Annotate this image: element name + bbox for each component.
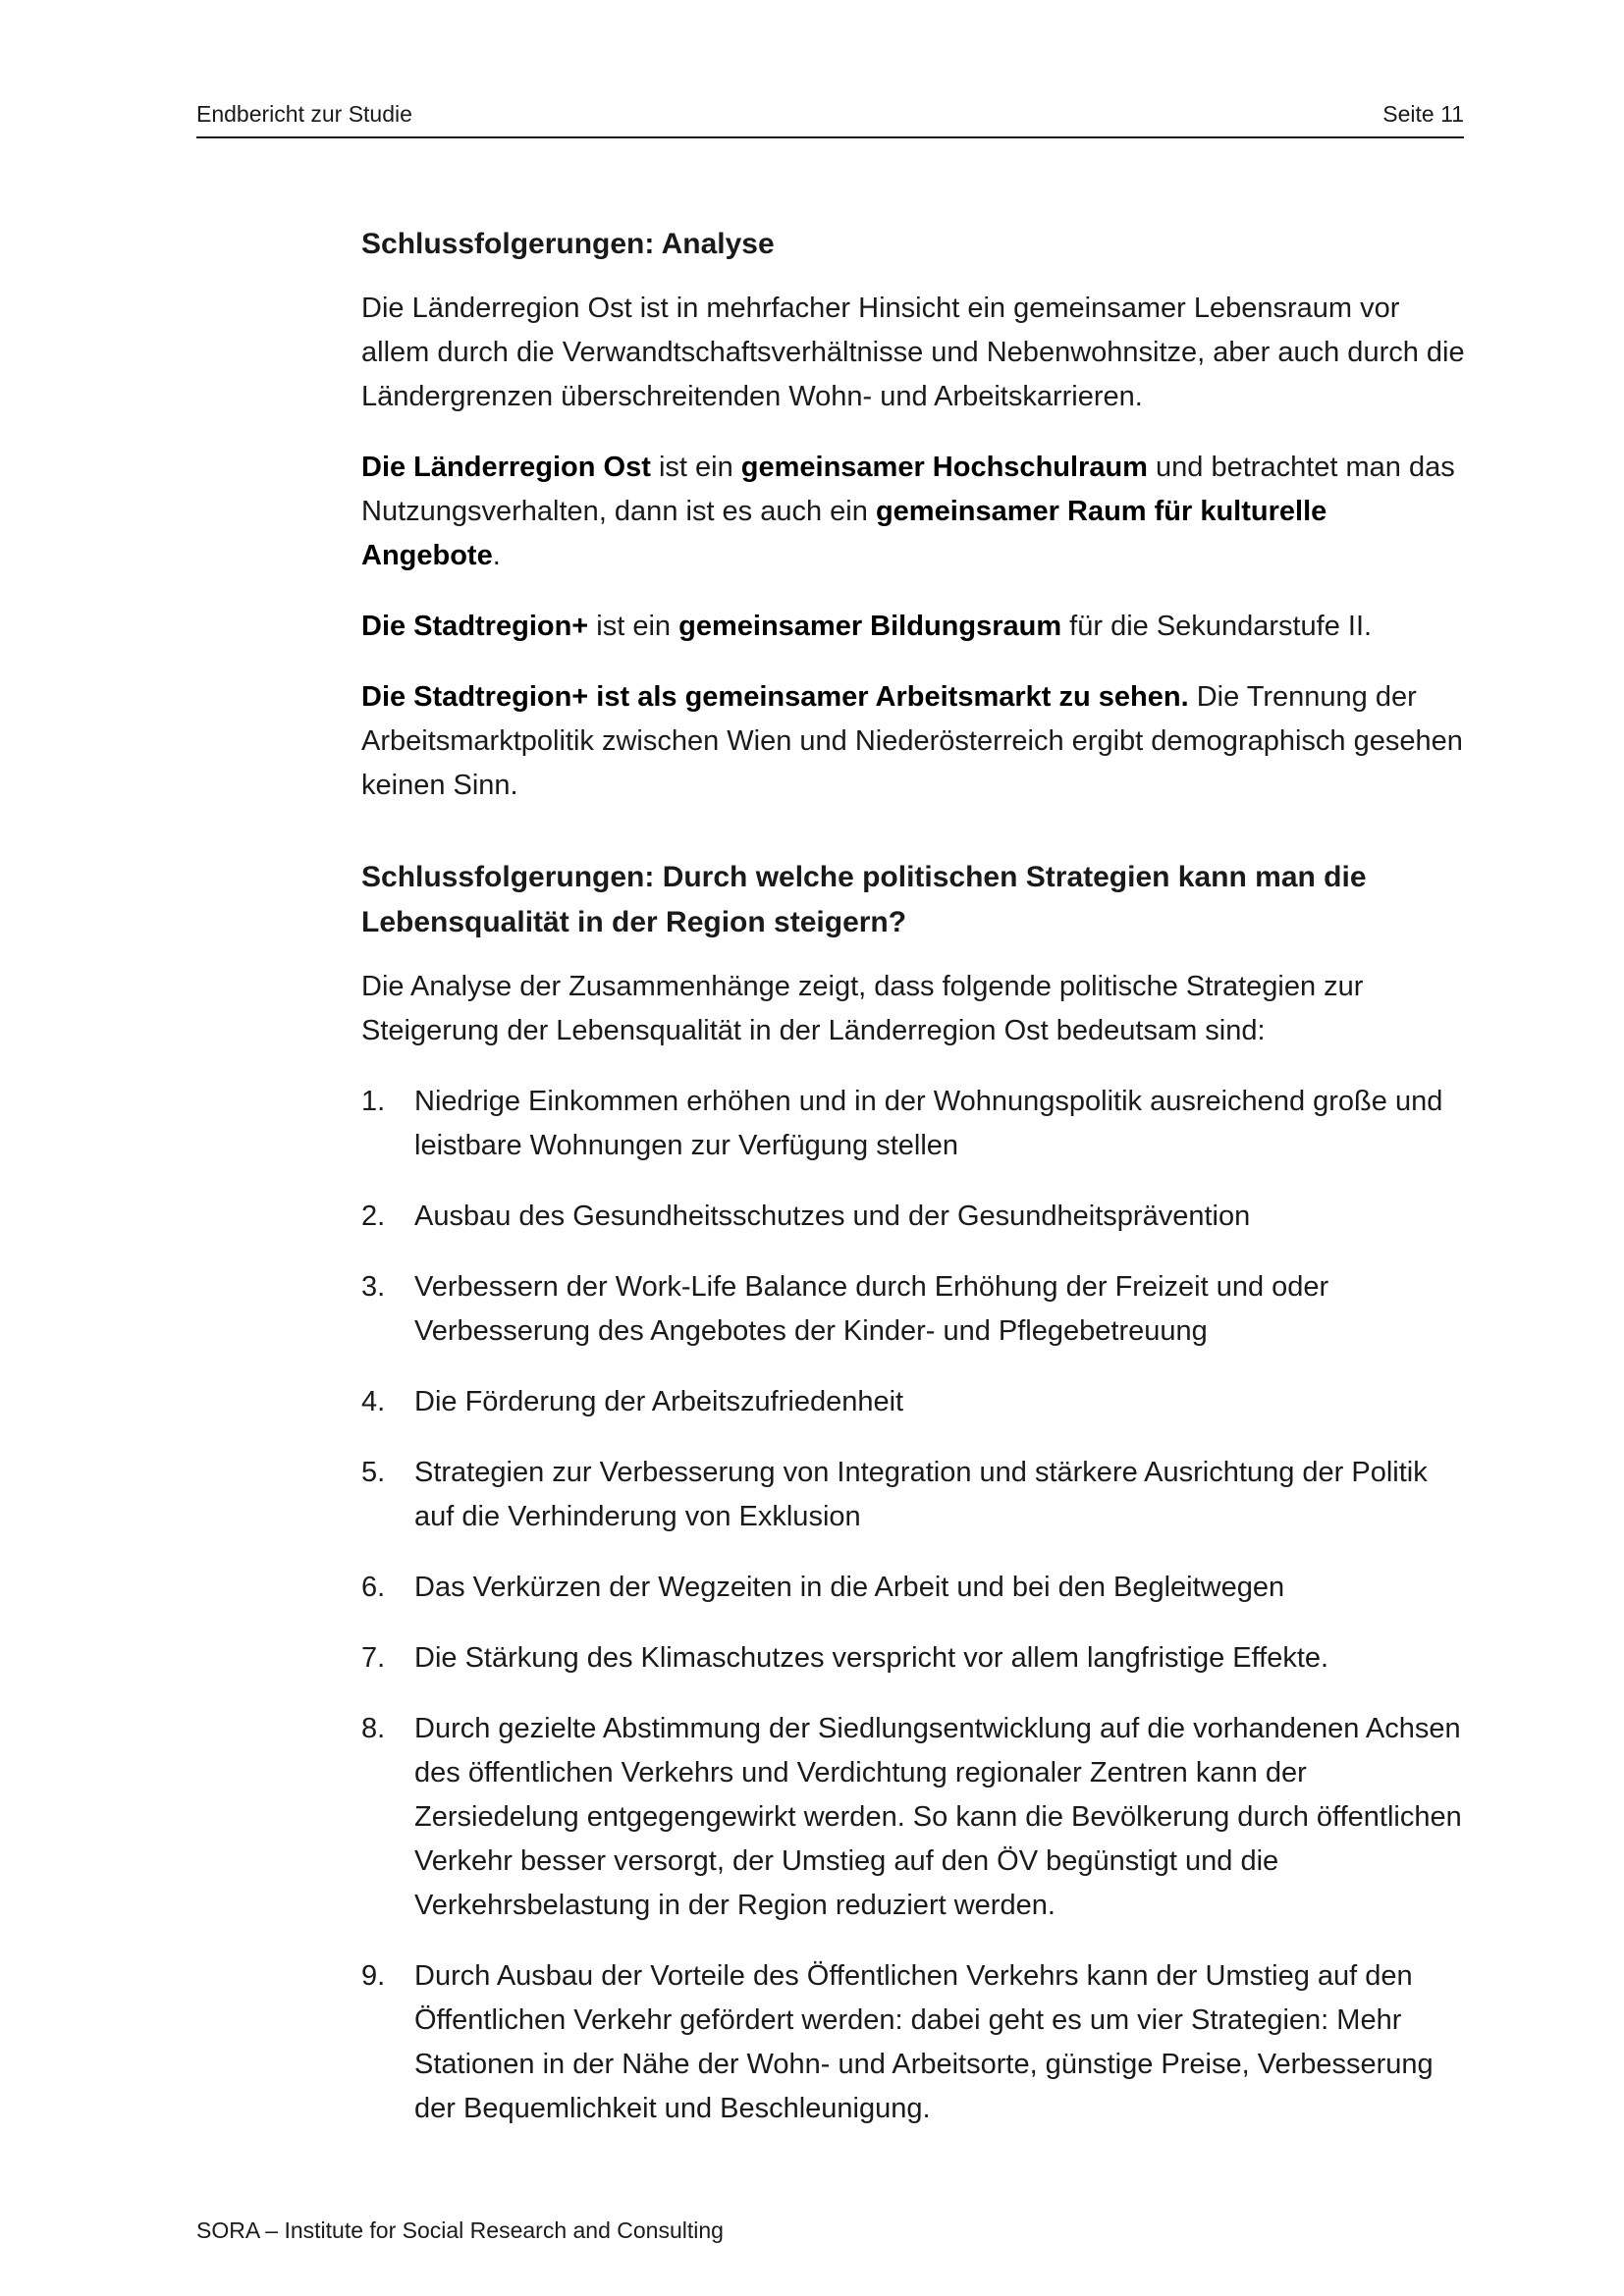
section-heading-analyse: Schlussfolgerungen: Analyse xyxy=(361,228,775,260)
list-item-number: 9. xyxy=(361,1960,386,1992)
list-item-number: 8. xyxy=(361,1713,386,1744)
list-item xyxy=(361,1380,1469,1424)
document-body xyxy=(361,222,1469,2158)
list-item-text: Ausbau des Gesundheitsschutzes und der Gesundheitsprävention xyxy=(414,1201,1251,1232)
list-item xyxy=(361,1265,1469,1354)
list-item xyxy=(361,1451,1469,1539)
list-item xyxy=(361,1566,1469,1610)
list-item-number: 6. xyxy=(361,1572,386,1603)
list-item-number: 4. xyxy=(361,1386,386,1417)
list-item-text: Das Verkürzen der Wegzeiten in die Arbeit und bei den Begleitwegen xyxy=(414,1572,1285,1603)
page-footer xyxy=(196,2216,724,2244)
list-item-number: 1. xyxy=(361,1086,386,1117)
list-item-text: Durch Ausbau der Vorteile des Öffentlichen Verkehrs kann der Umstieg auf den Öffentlichen Verkehr gefördert werden: dabei geht es um vier Strategien: Mehr Stationen in der Nähe der Wohn- und Arbeitsorte, günstige Preise, Verbesserung der Bequemlichkeit und Beschleunigung. xyxy=(414,1960,1434,2124)
list-item xyxy=(361,1707,1469,1928)
list-item-text: Verbessern der Work-Life Balance durch Erhöhung der Freizeit und oder Verbesserung des Angebotes der Kinder- und Pflegebetreuung xyxy=(414,1271,1329,1347)
list-item-text: Niedrige Einkommen erhöhen und in der Wohnungspolitik ausreichend große und leistbare Wohnungen zur Verfügung stellen xyxy=(414,1086,1443,1161)
footer-text: SORA – Institute for Social Research and Consulting xyxy=(196,2217,724,2243)
paragraph-strategien-intro: Die Analyse der Zusammenhänge zeigt, dass folgende politische Strategien zur Steigerung der Lebensqualität in der Länderregion Ost bedeutsam sind: xyxy=(361,971,1364,1046)
list-item-number: 7. xyxy=(361,1642,386,1674)
list-item xyxy=(361,1080,1469,1168)
header-document-title: Endbericht zur Studie xyxy=(196,101,412,127)
list-item-text: Strategien zur Verbesserung von Integration und stärkere Ausrichtung der Politik auf die Verhinderung von Exklusion xyxy=(414,1457,1428,1532)
list-item-text: Die Förderung der Arbeitszufriedenheit xyxy=(414,1386,904,1417)
list-item-text: Die Stärkung des Klimaschutzes verspricht vor allem langfristige Effekte. xyxy=(414,1642,1329,1674)
paragraph-lebensraum: Die Länderregion Ost ist in mehrfacher Hinsicht ein gemeinsamer Lebensraum vor allem durch die Verwandtschaftsverhältnisse und Nebenwohnsitze, aber auch durch die Ländergrenzen überschreitenden Wohn- und Arbeitskarrieren. xyxy=(361,293,1465,412)
paragraph-hochschulraum: Die Länderregion Ost ist ein gemeinsamer Hochschulraum und betrachtet man das Nutzungsverhalten, dann ist es auch ein gemeinsamer Raum für kulturelle Angebote. xyxy=(361,452,1455,571)
list-item xyxy=(361,1195,1469,1239)
page-header xyxy=(196,100,1464,138)
list-item-number: 3. xyxy=(361,1271,386,1303)
paragraph-arbeitsmarkt: Die Stadtregion+ ist als gemeinsamer Arbeitsmarkt zu sehen. Die Trennung der Arbeitsmarktpolitik zwischen Wien und Niederösterreich ergibt demographisch gesehen keinen Sinn. xyxy=(361,681,1463,801)
list-item xyxy=(361,1954,1469,2131)
list-item-number: 2. xyxy=(361,1201,386,1232)
numbered-list xyxy=(361,1080,1469,2131)
list-item-number: 5. xyxy=(361,1457,386,1488)
header-page-number: Seite 11 xyxy=(1382,101,1464,127)
list-item-text: Durch gezielte Abstimmung der Siedlungsentwicklung auf die vorhandenen Achsen des öffentlichen Verkehrs und Verdichtung regionaler Zentren kann der Zersiedelung entgegengewirkt werden. So kann die Bevölkerung durch öffentlichen Verkehr besser versorgt, der Umstieg auf den ÖV begünstigt und die Verkehrsbelastung in der Region reduziert werden. xyxy=(414,1713,1462,1921)
list-item xyxy=(361,1636,1469,1681)
section-heading-strategien: Schlussfolgerungen: Durch welche politischen Strategien kann man die Lebensqualität in der Region steigern? xyxy=(361,861,1367,938)
paragraph-bildungsraum: Die Stadtregion+ ist ein gemeinsamer Bildungsraum für die Sekundarstufe II. xyxy=(361,611,1373,642)
